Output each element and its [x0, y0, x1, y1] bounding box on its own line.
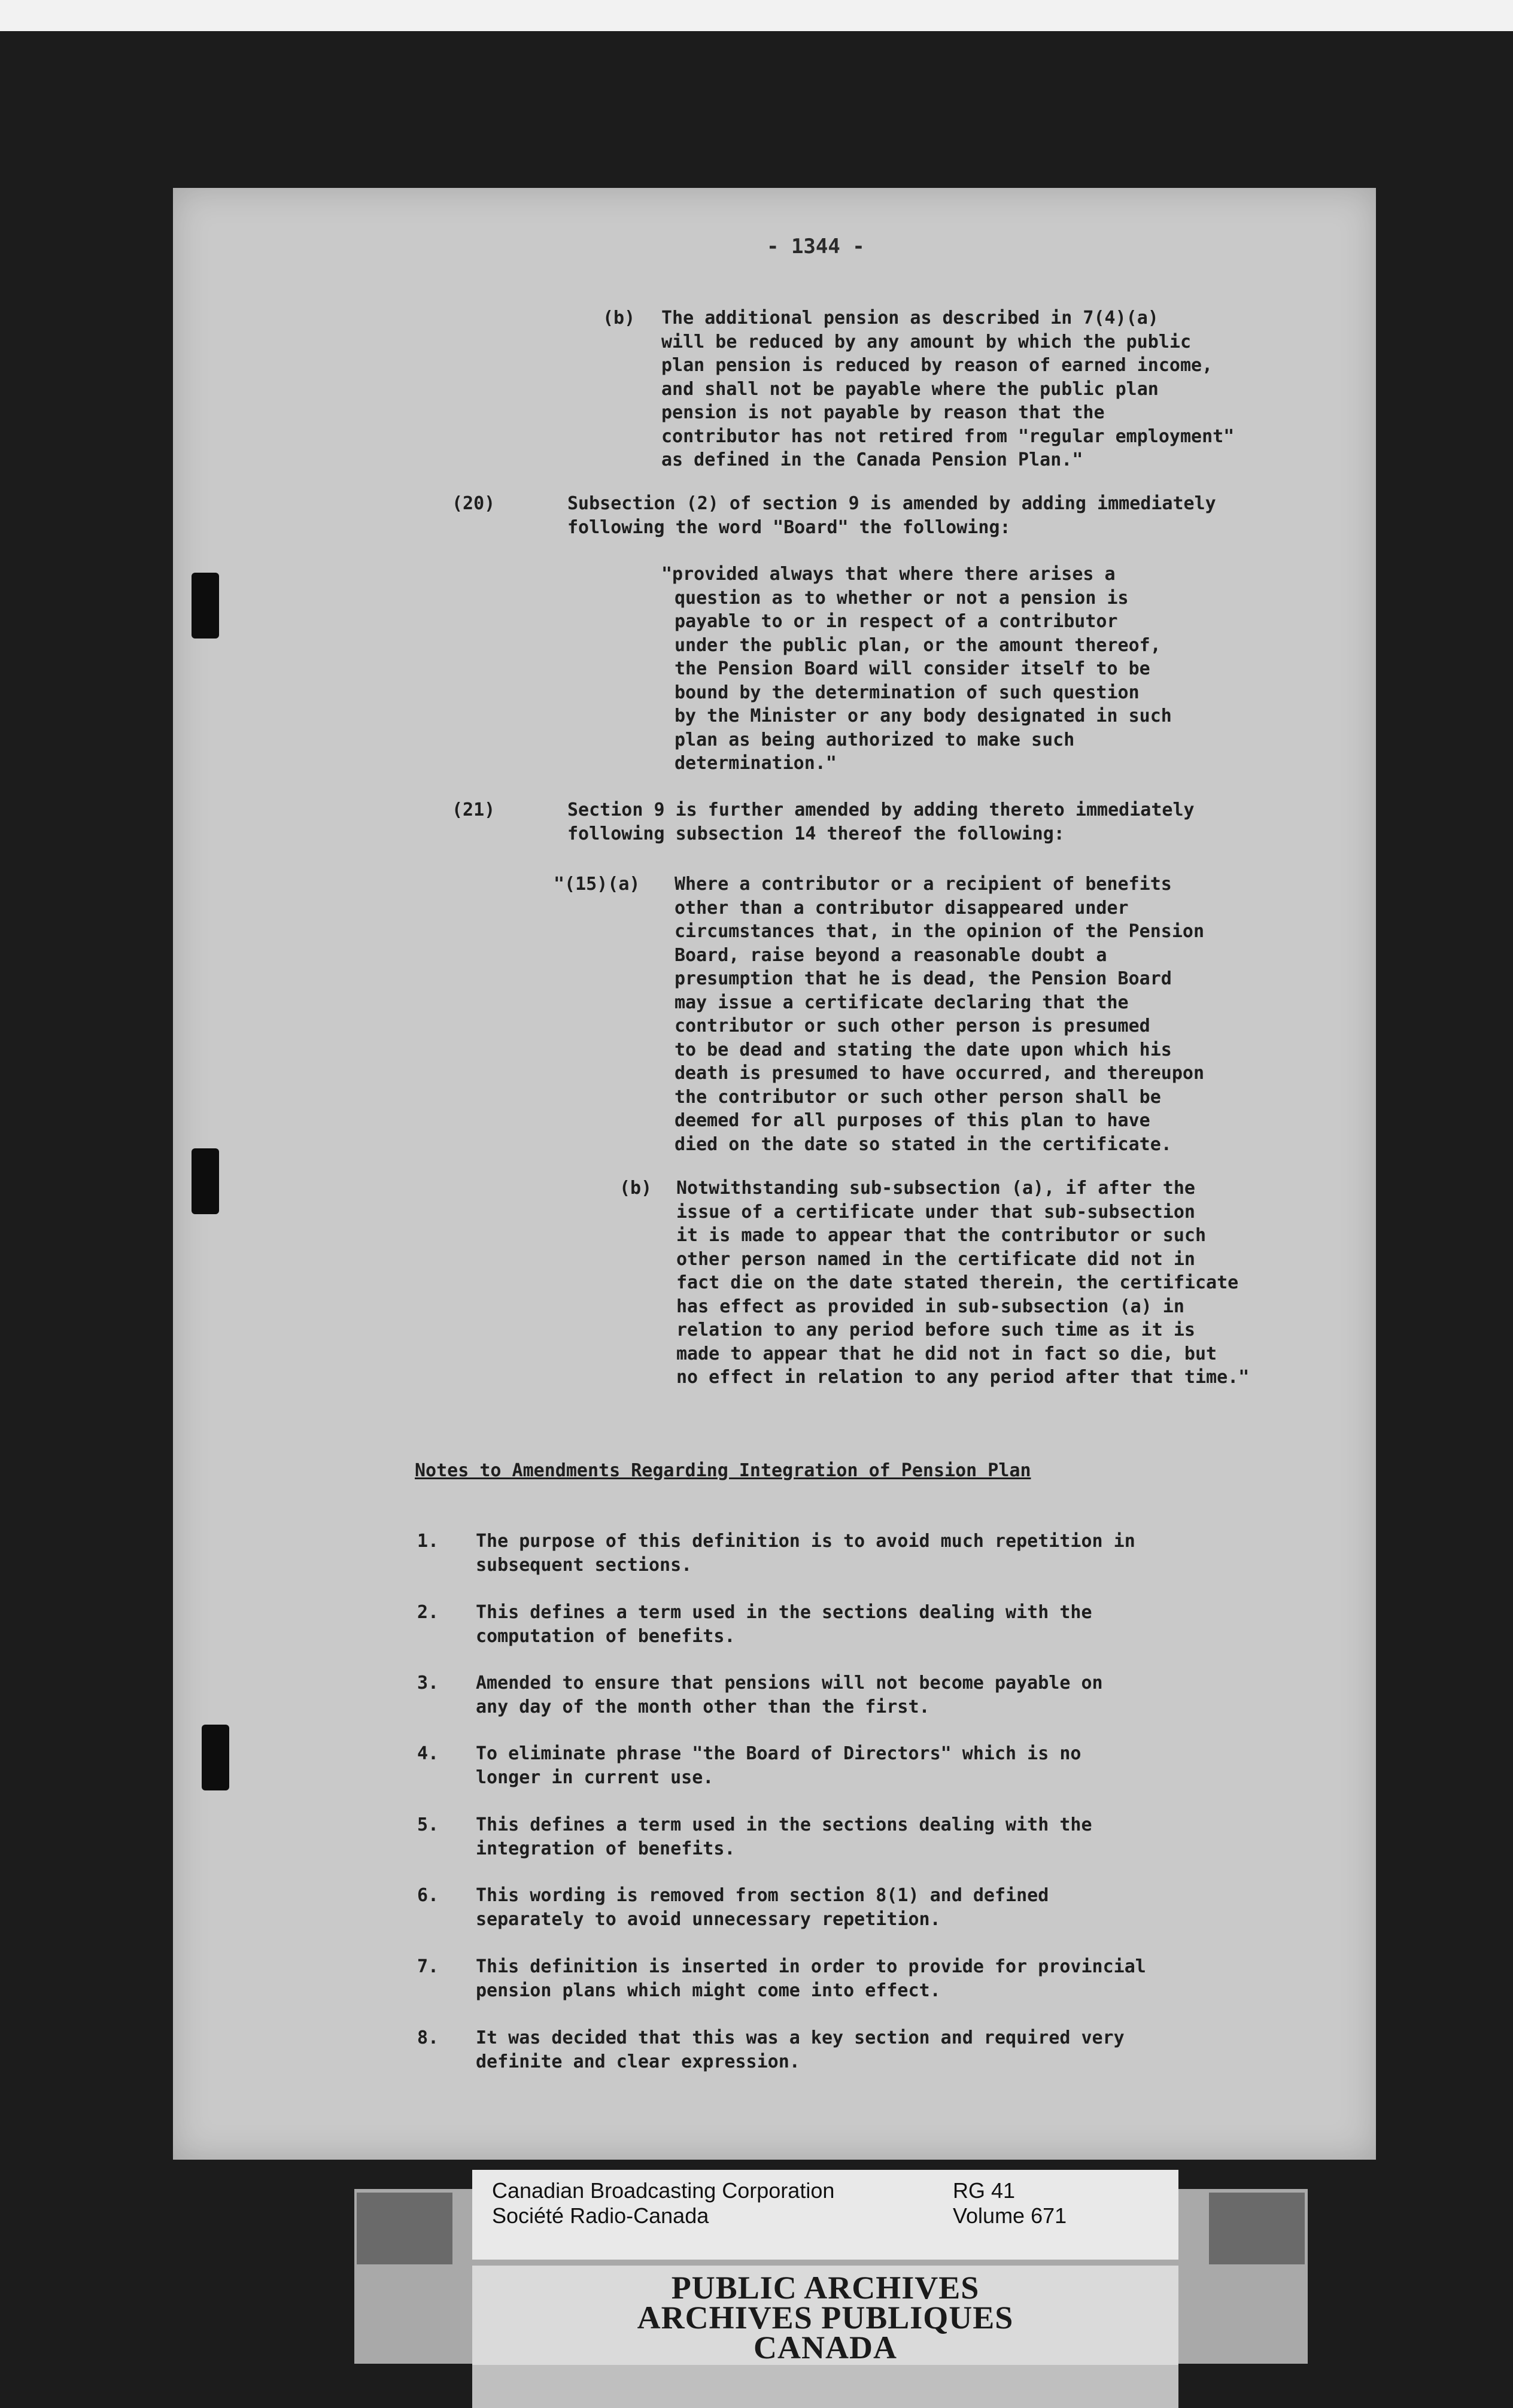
text-line: other than a contributor disappeared under [675, 897, 1129, 919]
label-shadow [1209, 2193, 1305, 2264]
text-line: made to appear that he did not in fact so die, but [676, 1343, 1217, 1364]
org-name-fr: Société Radio-Canada [492, 2203, 709, 2228]
stamp-line-2: ARCHIVES PUBLIQUES [637, 2300, 1014, 2336]
note-text [476, 1955, 1146, 2002]
text-line: Where a contributor or a recipient of benefits [675, 874, 1172, 895]
text-line: has effect as provided in sub-subsection (a) in [676, 1296, 1184, 1317]
text-line: contributor or such other person is presumed [675, 1016, 1150, 1036]
clause-b-text [661, 306, 1234, 472]
text-line: The purpose of this definition is to avoid much repetition in [476, 1531, 1135, 1552]
note-number: 2. [417, 1602, 439, 1623]
text-line: presumption that he is dead, the Pension Board [675, 968, 1172, 989]
text-line: plan pension is reduced by reason of earned income, [661, 355, 1213, 376]
sub-15a-text [675, 872, 1204, 1156]
text-line: This wording is removed from section 8(1) and defined [476, 1885, 1049, 1906]
text-line: the Pension Board will consider itself to be [675, 658, 1150, 679]
text-line: payable to or in respect of a contributor [675, 611, 1118, 632]
text-line: determination." [675, 753, 837, 774]
stamp-line-3: CANADA [754, 2330, 897, 2366]
text-line: longer in current use. [476, 1767, 714, 1788]
text-line: death is presumed to have occurred, and thereupon [675, 1063, 1205, 1084]
text-line: contributor has not retired from "regular employment" [661, 425, 1235, 447]
punch-hole [192, 1148, 219, 1214]
text-line: died on the date so stated in the certificate. [675, 1133, 1172, 1155]
text-line: plan as being authorized to make such [675, 729, 1075, 750]
text-line: following the word "Board" the following: [567, 516, 1011, 538]
label-bottom-edge [472, 2365, 1178, 2408]
note-text [476, 1813, 1092, 1860]
stamp-line-1: PUBLIC ARCHIVES [671, 2270, 980, 2306]
text-line: it is made to appear that the contributor or such [676, 1225, 1207, 1246]
volume-number: Volume 671 [953, 2203, 1067, 2228]
text-line: issue of a certificate under that sub-subsection [676, 1201, 1195, 1223]
item-20-quote [661, 563, 1172, 776]
note-number: 3. [417, 1673, 439, 1693]
text-line: pension is not payable by reason that the [661, 402, 1105, 423]
record-group: RG 41 [953, 2178, 1016, 2203]
text-line: the contributor or such other person shall be [675, 1086, 1161, 1108]
text-line: under the public plan, or the amount thereof, [675, 634, 1161, 656]
text-line: may issue a certificate declaring that the [675, 992, 1129, 1013]
text-line: fact die on the date stated therein, the certificate [676, 1272, 1239, 1293]
text-line: The additional pension as described in 7(4)(a) [661, 308, 1159, 329]
text-line: and shall not be payable where the public plan [661, 378, 1159, 400]
text-line: Section 9 is further amended by adding thereto immediately [567, 799, 1195, 820]
text-line: following subsection 14 thereof the following: [567, 823, 1065, 844]
scan-top-strip [0, 0, 1513, 31]
text-line: It was decided that this was a key section and required very [476, 2027, 1125, 2048]
text-line: integration of benefits. [476, 1838, 736, 1859]
text-line: no effect in relation to any period after that time." [676, 1367, 1250, 1388]
text-line: computation of benefits. [476, 1625, 736, 1647]
text-line: any day of the month other than the first. [476, 1696, 930, 1717]
text-line: other person named in the certificate did not in [676, 1248, 1195, 1270]
note-number: 5. [417, 1814, 439, 1835]
text-line: "provided always that where there arises a [661, 564, 1116, 585]
note-text [476, 1671, 1103, 1719]
notes-heading: Notes to Amendments Regarding Integration of Pension Plan [415, 1460, 1031, 1481]
text-line: Notwithstanding sub-subsection (a), if after the [676, 1178, 1195, 1199]
page-number: - 1344 - [767, 235, 865, 259]
item-21-text [567, 798, 1195, 846]
sub-b-text [676, 1176, 1249, 1390]
text-line: This defines a term used in the sections dealing with the [476, 1602, 1092, 1623]
label-shadow [357, 2193, 452, 2264]
text-line: Amended to ensure that pensions will not become payable on [476, 1673, 1103, 1693]
item-21-number: (21) [452, 799, 496, 820]
text-line: To eliminate phrase "the Board of Directors" which is no [476, 1743, 1081, 1764]
note-number: 1. [417, 1531, 439, 1552]
text-line: circumstances that, in the opinion of the Pension [675, 921, 1205, 942]
punch-hole [202, 1725, 229, 1790]
note-number: 8. [417, 2027, 439, 2048]
item-20-text [567, 492, 1216, 539]
text-line: to be dead and stating the date upon which his [675, 1039, 1172, 1060]
org-name-en: Canadian Broadcasting Corporation [492, 2178, 835, 2203]
sub-b-label: (b) [619, 1178, 652, 1199]
note-number: 6. [417, 1885, 439, 1906]
sub-15a-label: "(15)(a) [554, 874, 640, 895]
item-20-number: (20) [452, 493, 496, 514]
punch-hole [192, 573, 219, 639]
text-line: separately to avoid unnecessary repetition. [476, 1908, 941, 1930]
text-line: deemed for all purposes of this plan to have [675, 1110, 1150, 1131]
text-line: pension plans which might come into effect. [476, 1980, 941, 2001]
note-text [476, 2026, 1125, 2073]
document-page [173, 188, 1376, 2160]
clause-b-label: (b) [603, 308, 636, 329]
note-text [476, 1530, 1135, 1577]
text-line: will be reduced by any amount by which the public [661, 331, 1192, 352]
text-line: This defines a term used in the sections dealing with the [476, 1814, 1092, 1835]
text-line: relation to any period before such time as it is [676, 1319, 1195, 1340]
note-number: 7. [417, 1956, 439, 1977]
text-line: subsequent sections. [476, 1554, 692, 1576]
text-line: Board, raise beyond a reasonable doubt a [675, 944, 1107, 966]
note-text [476, 1742, 1081, 1789]
note-number: 4. [417, 1743, 439, 1764]
note-text [476, 1601, 1092, 1648]
note-text [476, 1884, 1049, 1931]
text-line: This definition is inserted in order to provide for provincial [476, 1956, 1146, 1977]
text-line: definite and clear expression. [476, 2051, 800, 2072]
text-line: bound by the determination of such question [675, 682, 1140, 703]
text-line: by the Minister or any body designated in such [675, 706, 1172, 726]
text-line: as defined in the Canada Pension Plan." [661, 449, 1083, 470]
text-line: Subsection (2) of section 9 is amended by adding immediately [567, 493, 1216, 514]
text-line: question as to whether or not a pension is [675, 587, 1129, 609]
